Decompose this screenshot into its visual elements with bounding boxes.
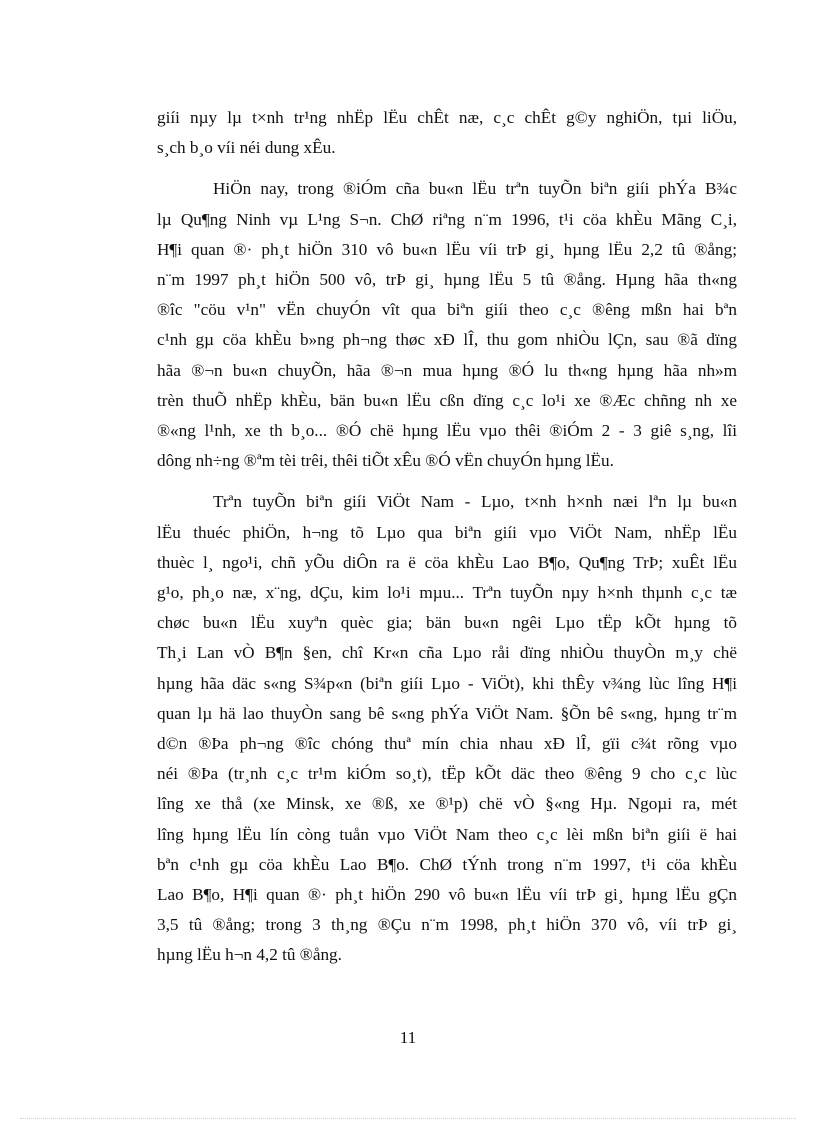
text-line: Lao B¶o, H¶i quan ®· ph¸t hiÖn 290 vô bu«n lËu víi trÞ gi¸ hµng lËu gÇn [157,885,737,905]
text-line: hãa ®¬n bu«n chuyÕn, hãa ®¬n mua hµng ®Ó lu th«ng hµng hãa nh»m [157,360,737,380]
body-text [157,103,737,982]
text-line: lËu thuéc phiÖn, h¬ng tõ Lµo qua biªn giíi vµo ViÖt Nam, nhËp lËu [157,522,737,542]
text-line: d©n ®Þa ph¬ng ®îc chóng thuª mín chia nhau xÐ lÎ, gïi c¾t rõng vµo [157,734,737,754]
text-line: lµ Qu¶ng Ninh vµ L¹ng S¬n. ChØ riªng n¨m 1996, t¹i cöa khÈu Mãng C¸i, [157,209,737,229]
text-line: c¹nh gµ cöa khÈu b»ng ph¬ng thøc xÐ lÎ, thu gom nhiÒu lÇn, sau ®ã dïng [157,330,737,350]
text-line: ®«ng l¹nh, xe th b¸o... ®Ó chë hµng lËu vµo thêi ®iÓm 2 - 3 giê s¸ng, lîi [157,421,737,441]
text-line: HiÖn nay, trong ®iÓm cña bu«n lËu trªn tuyÕn biªn giíi phÝa B¾c [213,179,737,199]
text-line: hµng hãa däc s«ng S¾p«n (biªn giíi Lµo - ViÖt), khi thÊy v¾ng lùc lîng H¶i [157,673,737,693]
text-line: thuèc l¸ ngo¹i, chñ yÕu diÔn ra ë cöa khÈu Lao B¶o, Qu¶ng TrÞ; xuÊt lËu [157,552,737,572]
text-line: 3,5 tû ®ång; trong 3 th¸ng ®Çu n¨m 1998, ph¸t hiÖn 370 vô, víi trÞ gi¸ [157,915,737,935]
text-line: trèn thuÕ nhËp khÈu, bän bu«n lËu cßn dïng c¸c lo¹i xe ®Æc chñng nh xe [157,390,737,410]
text-line: Trªn tuyÕn biªn giíi ViÖt Nam - Lµo, t×nh h×nh næi lªn lµ bu«n [213,492,737,512]
text-line: hµng lËu h¬n 4,2 tû ®ång. [157,945,342,965]
text-line: chøc bu«n lËu xuyªn quèc gia; bän bu«n ngêi Lµo tËp kÕt hµng tõ [157,613,737,633]
page-number: 11 [399,1028,417,1047]
page-bottom-divider [20,1118,796,1119]
paragraph [157,487,737,970]
text-line: g¹o, ph¸o næ, x¨ng, dÇu, kim lo¹i mµu... Trªn tuyÕn nµy h×nh thµnh c¸c tæ [157,583,737,603]
text-line: dông nh÷ng ®ªm tèi trêi, thêi tiÕt xÊu ®Ó vËn chuyÓn hµng lËu. [157,451,614,471]
text-line: néi ®Þa (tr¸nh c¸c tr¹m kiÓm so¸t), tËp kÕt däc theo ®êng 9 cho c¸c lùc [157,764,737,784]
text-line: n¨m 1997 ph¸t hiÖn 500 vô, trÞ gi¸ hµng lËu 5 tû ®ång. Hµng hãa th«ng [157,270,737,290]
text-line: ®îc "cöu v¹n" vËn chuyÓn vît qua biªn giíi theo c¸c ®êng mßn hai bªn [157,300,737,320]
text-line: giíi nµy lµ t×nh tr¹ng nhËp lËu chÊt næ, c¸c chÊt g©y nghiÖn, tµi liÖu, [157,108,737,127]
paragraph [157,103,737,163]
text-line: quan lµ hä lao thuyÒn sang bê s«ng phÝa ViÖt Nam. §Õn bê s«ng, hµng tr¨m [157,703,737,723]
text-line: s¸ch b¸o víi néi dung xÊu. [157,138,336,158]
text-line: bªn c¹nh gµ cöa khÈu Lao B¶o. ChØ tÝnh trong n¨m 1997, t¹i cöa khÈu [157,854,737,874]
text-line: lîng hµng lËu lín còng tuån vµo ViÖt Nam theo c¸c lèi mßn biªn giíi ë hai [157,824,737,844]
text-line: Th¸i Lan vÒ B¶n §en, chî Kr«n cña Lµo råi dïng nhiÒu thuyÒn m¸y chë [157,643,737,663]
paragraph [157,174,737,476]
text-line: lîng xe thå (xe Minsk, xe ®ß, xe ®¹p) chë vÒ §«ng Hµ. Ngoµi ra, mét [157,794,737,814]
text-line: H¶i quan ®· ph¸t hiÖn 310 vô bu«n lËu víi trÞ gi¸ hµng lËu 2,2 tû ®ång; [157,239,737,259]
